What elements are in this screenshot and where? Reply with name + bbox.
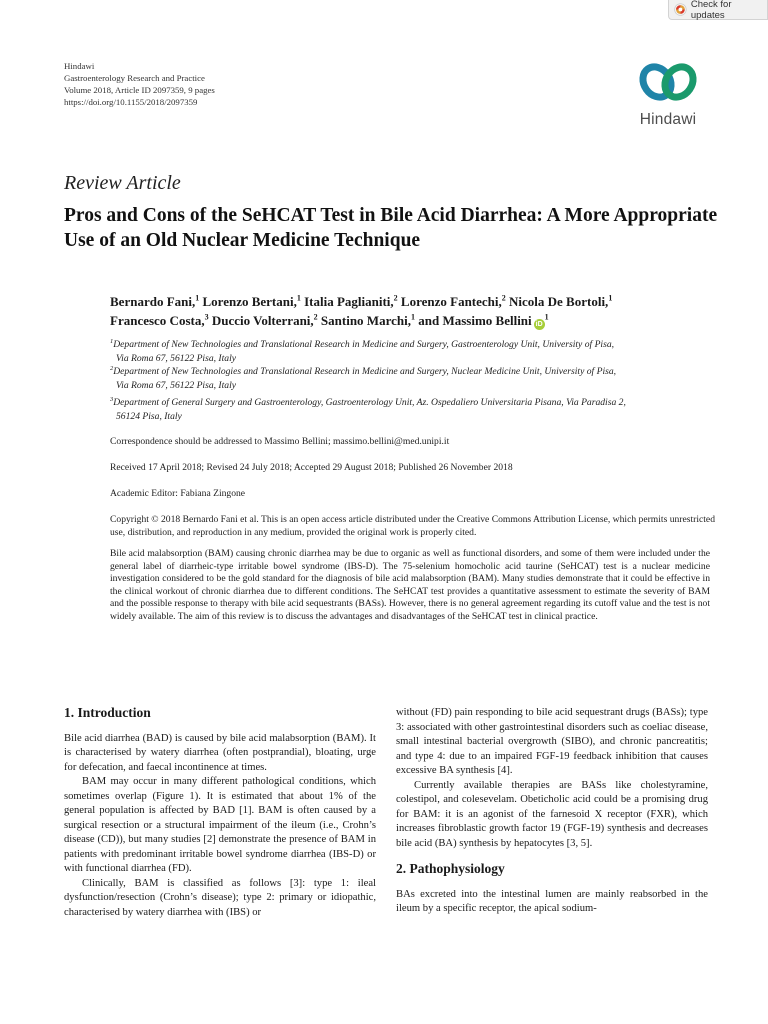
author-affiliation-mark: 1 [195,293,200,303]
author: and Massimo Bellini [418,313,532,328]
author-affiliation-mark: 3 [204,312,209,322]
author: Lorenzo Bertani, [202,294,297,309]
paragraph: Currently available therapies are BASs like cholestyramine, colestipol, and colesevelam. Obeticholic acid could be a promising drug for BAM: it is an agonist of the farnesoid X receptor (FXR), which increases fibroblastic growth factor 19 (FGF-19) synthesis and decreases bile acid (BA) synthesis by hepatocytes [3, 5]. [396,779,708,849]
publication-dates: Received 17 April 2018; Revised 24 July 2018; Accepted 29 August 2018; Published 26 November 2018 [110,462,513,473]
affiliation-number: 3 [110,395,114,403]
author: Nicola De Bortoli, [509,294,609,309]
affiliation [110,365,710,392]
affiliation-line: Department of General Surgery and Gastroenterology, Gastroenterology Unit, Az. Ospedaliero Universitaria Pisana, Via Paradisa 2, [113,397,626,408]
author-list [110,292,710,330]
paragraph: without (FD) pain responding to bile acid sequestrant drugs (BASs); type 3: associated with other gastrointestinal disorders such as coeliac disease, small intestinal bacterial overgrowth (SIBO), and chronic pancreatitis; and type 4: due to an impaired FGF-19 feedback inhibition that causes excessive BA synthesis [4]. [396,707,708,776]
journal-name: Gastroenterology Research and Practice [64,73,205,83]
affiliation-line: Department of New Technologies and Translational Research in Medicine and Surgery, Nuclear Medicine Unit, University of Pisa, [113,366,617,377]
article-type: Review Article [64,172,181,194]
paragraph: BAM may occur in many different pathological conditions, which sometimes overlap (Figure 1). It is estimated that about 1% of the general population is affected by BAD [1]. BAM is often caused by a surgical resection or a structural impairment of the ileum (i.e., Crohn’s disease (CD)), but many studies [2] demonstrate the presence of BAM in patients with predominant irritable bowel syndrome diarrhea (IBS-D) or with functional diarrhea (FD). [64,776,376,874]
affiliation-line: Via Roma 67, 56122 Pisa, Italy [116,352,236,364]
check-updates-label: Check for updates [690,0,732,21]
author: Italia Paglianiti, [304,294,394,309]
author: Duccio Volterrani, [211,313,314,328]
abstract: Bile acid malabsorption (BAM) causing chronic diarrhea may be due to organic as well as functional disorders, and some of them were included under the general label of diarrheic-type irritable bowel syndrome (IBS-D). The 75-selenium homocholic acid taurine (SeHCAT) test is a nuclear medicine investigation considered to be the gold standard for the diagnosis of bile acid malabsorption (BAM). Many studies demonstrate that it could be effective in the clinical workout of chronic diarrhea due to different conditions. The SeHCAT test provides a quantitative assessment to estimate the severity of BAM and the possible response to therapy with bile acid sequestrants (BASs). However, there is no general agreement regarding its cutoff value and the test is not widely available. The aim of this review is to discuss the advantages and disadvantages of the SeHCAT test in clinical practice. [110,548,710,622]
body-column-left [64,706,376,920]
author: Santino Marchi, [320,313,411,328]
author: Lorenzo Fantechi, [400,294,502,309]
affiliation [110,396,710,423]
author-affiliation-mark: 2 [313,312,318,322]
author: Bernardo Fani, [110,294,196,309]
publisher-name: Hindawi [64,61,95,71]
paragraph: Clinically, BAM is classified as follows [3]: type 1: ileal dysfunction/resection (Crohn’s disease); type 2: primary or idiopathic, characterised by watery diarrhea with (IBS) or [64,877,376,918]
orcid-icon[interactable]: iD [535,321,543,328]
journal-info [64,60,215,108]
author: Francesco Costa, [110,313,205,328]
section-heading-pathophysiology: 2. Pathophysiology [396,861,505,876]
affiliation [110,338,710,365]
journal-volume: Volume 2018, Article ID 2097359, 9 pages [64,85,215,95]
article-title: Pros and Cons of the SeHCAT Test in Bile Acid Diarrhea: A More Appropriate Use of an Old Nuclear Medicine Technique [64,205,718,251]
check-updates-icon [674,3,687,16]
author-affiliation-mark: 1 [296,293,301,303]
affiliation-number: 2 [110,364,114,372]
author-affiliation-mark: 2 [501,293,506,303]
author-affiliation-mark: 1 [608,293,613,303]
journal-doi[interactable]: https://doi.org/10.1155/2018/2097359 [64,97,198,107]
hindawi-logo-text: Hindawi [639,111,697,128]
paragraph: BAs excreted into the intestinal lumen are mainly reabsorbed in the ileum by a specific receptor, the apical sodium- [396,888,708,914]
academic-editor: Academic Editor: Fabiana Zingone [110,488,246,499]
copyright-notice: Copyright © 2018 Bernardo Fani et al. This is an open access article distributed under the Creative Commons Attribution License, which permits unrestricted use, distribution, and reproduction in any medium, provided the original work is properly cited. [110,514,715,538]
affiliation-line: Department of New Technologies and Translational Research in Medicine and Surgery, Gastroenterology Unit, University of Pisa, [113,339,615,350]
section-heading-introduction: 1. Introduction [64,705,151,720]
affiliation-line: Via Roma 67, 56122 Pisa, Italy [116,379,236,391]
correspondence [110,436,720,449]
correspondence-text: Correspondence should be addressed to Massimo Bellini; massimo.bellini@med.unipi.it [110,436,450,447]
hindawi-logo-icon [633,56,703,108]
affiliation-number: 1 [110,337,114,345]
author-affiliation-mark: 2 [393,293,398,303]
author-affiliation-mark: 1 [410,312,415,322]
check-for-updates-button[interactable] [668,0,768,20]
author-affiliation-mark: 1 [544,312,549,322]
paragraph: Bile acid diarrhea (BAD) is caused by bile acid malabsorption (BAM). It is characterised by watery diarrhea (often postprandial), bloating, urge for defecation, and faecal incontinence at times. [64,732,376,773]
affiliation-line: 56124 Pisa, Italy [116,410,182,422]
body-column-right [396,706,708,917]
